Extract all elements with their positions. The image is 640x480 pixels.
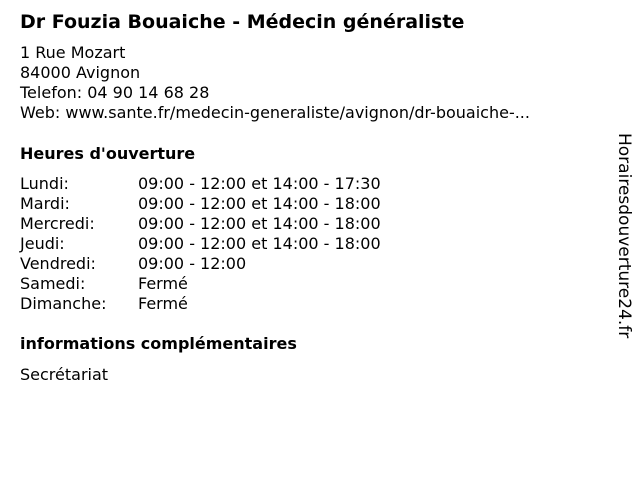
address-block: [20, 43, 530, 123]
hours-row: [20, 254, 381, 274]
hours-row: [20, 194, 381, 214]
web-text: Web: www.sante.fr/medecin-generaliste/avignon/dr-bouaiche-...: [20, 103, 530, 122]
address-city: 84000 Avignon: [20, 63, 141, 82]
hours-time: 09:00 - 12:00 et 14:00 - 18:00: [138, 194, 381, 213]
hours-time: 09:00 - 12:00 et 14:00 - 18:00: [138, 214, 381, 233]
hours-row: [20, 214, 381, 234]
hours-row: [20, 274, 381, 294]
address-street: 1 Rue Mozart: [20, 43, 126, 62]
hours-day: Dimanche:: [20, 294, 107, 313]
page-title: Dr Fouzia Bouaiche - Médecin généraliste: [20, 11, 465, 33]
hours-day: Jeudi:: [20, 234, 65, 253]
hours-time: Fermé: [138, 294, 188, 313]
hours-row: [20, 294, 381, 314]
hours-day: Mardi:: [20, 194, 70, 213]
hours-time: 09:00 - 12:00: [138, 254, 247, 273]
info-heading: informations complémentaires: [20, 334, 297, 353]
hours-day: Mercredi:: [20, 214, 95, 233]
hours-day: Samedi:: [20, 274, 86, 293]
hours-day: Vendredi:: [20, 254, 96, 273]
hours-time: Fermé: [138, 274, 188, 293]
hours-table: [20, 174, 381, 314]
info-text: Secrétariat: [20, 365, 109, 384]
brand-vertical-text: Horairesdouverture24.fr: [614, 133, 634, 339]
hours-row: [20, 234, 381, 254]
hours-time: 09:00 - 12:00 et 14:00 - 17:30: [138, 174, 381, 193]
hours-row: [20, 174, 381, 194]
phone-text: Telefon: 04 90 14 68 28: [20, 83, 210, 102]
hours-heading: Heures d'ouverture: [20, 144, 196, 163]
hours-day: Lundi:: [20, 174, 69, 193]
hours-time: 09:00 - 12:00 et 14:00 - 18:00: [138, 234, 381, 253]
